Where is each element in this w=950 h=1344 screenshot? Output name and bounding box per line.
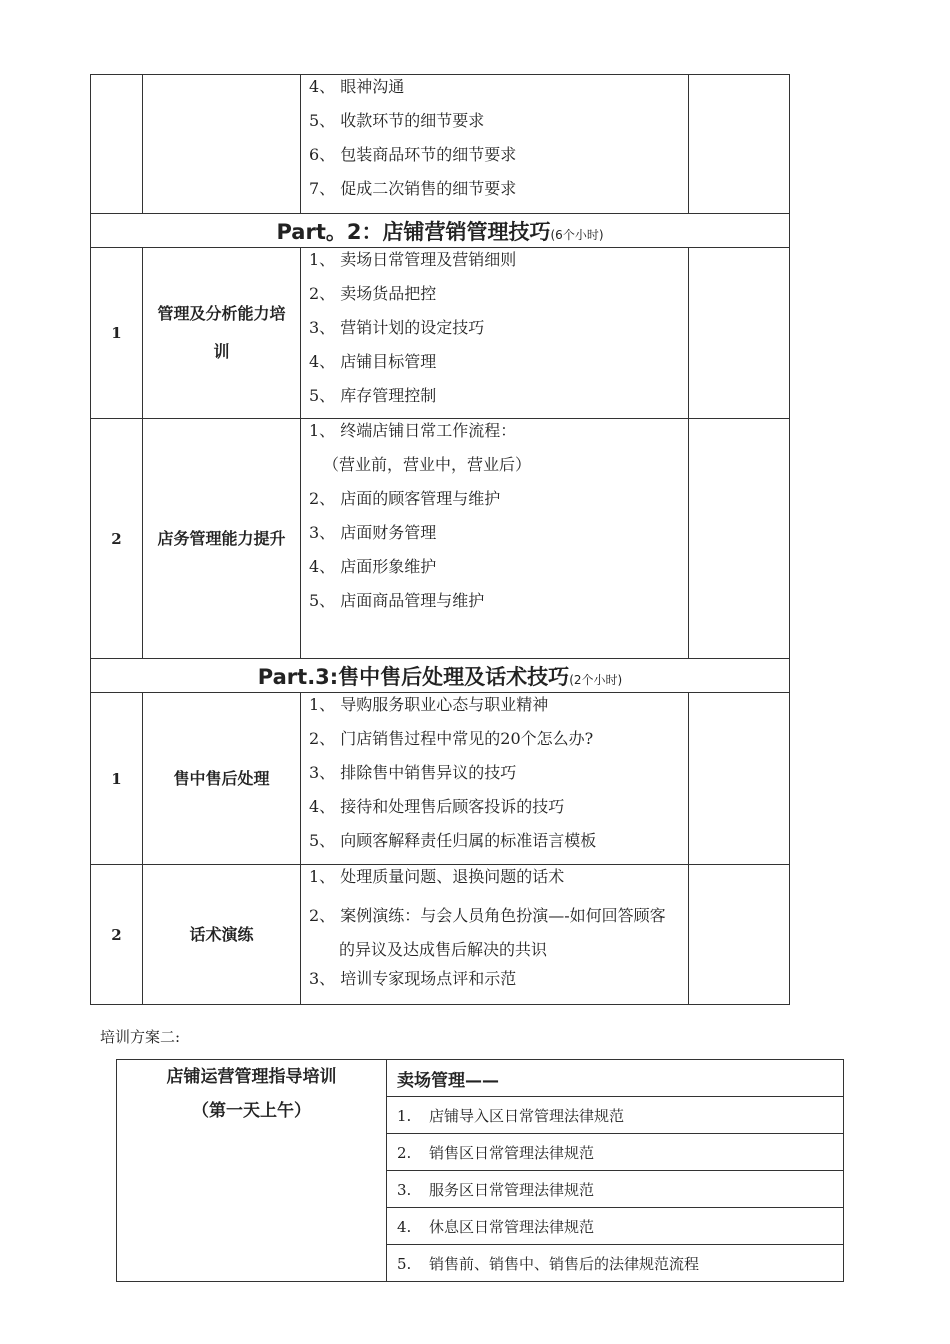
row-number: 1 bbox=[91, 248, 143, 419]
course-session: （第一天上午） bbox=[192, 1101, 311, 1121]
list-item: 3、 店面财务管理 bbox=[309, 523, 437, 542]
course-title: 店铺运营管理指导培训 bbox=[166, 1067, 337, 1087]
topic-cell: 管理及分析能力培训 bbox=[143, 248, 301, 419]
list-item: 2. 销售区日常管理法律规范 bbox=[387, 1134, 844, 1171]
list-item: 3、 营销计划的设定技巧 bbox=[309, 318, 485, 337]
list-item: 2、 案例演练：与会人员角色扮演—-如何回答顾客的异议及达成售后解决的共识 bbox=[309, 906, 666, 959]
course-title-cell bbox=[117, 1060, 387, 1282]
items-cell bbox=[301, 865, 689, 1005]
part2-header bbox=[91, 214, 790, 248]
topic-cell: 店务管理能力提升 bbox=[143, 419, 301, 659]
note-cell bbox=[689, 75, 790, 214]
items-cell bbox=[301, 248, 689, 419]
list-item: 7、 促成二次销售的细节要求 bbox=[309, 179, 517, 198]
list-item: 2、 门店销售过程中常见的20个怎么办? bbox=[309, 729, 594, 748]
list-item: （营业前，营业中，营业后） bbox=[323, 455, 532, 474]
note-cell bbox=[689, 419, 790, 659]
list-item: 1、 导购服务职业心态与职业精神 bbox=[309, 695, 549, 714]
list-item: 1. 店铺导入区日常管理法律规范 bbox=[387, 1097, 844, 1134]
cont-num-cell bbox=[91, 75, 143, 214]
list-item: 3、 排除售中销售异议的技巧 bbox=[309, 763, 517, 782]
section-heading: 卖场管理—— bbox=[387, 1060, 844, 1097]
plan-two-caption: 培训方案二: bbox=[100, 1028, 181, 1046]
list-item: 4. 休息区日常管理法律规范 bbox=[387, 1208, 844, 1245]
list-item: 6、 包装商品环节的细节要求 bbox=[309, 145, 517, 164]
training-table-2 bbox=[116, 1059, 844, 1282]
list-item: 4、 店铺目标管理 bbox=[309, 352, 437, 371]
part2-title: Part。2：店铺营销管理技巧 bbox=[276, 219, 551, 244]
row-number: 2 bbox=[91, 419, 143, 659]
list-item: 5、 收款环节的细节要求 bbox=[309, 111, 485, 130]
row-number: 1 bbox=[91, 693, 143, 865]
cont-items-cell bbox=[301, 75, 689, 214]
list-item: 5、 店面商品管理与维护 bbox=[309, 591, 485, 610]
list-item: 5、 向顾客解释责任归属的标准语言模板 bbox=[309, 831, 597, 850]
row-number: 2 bbox=[91, 865, 143, 1005]
list-item: 1、 卖场日常管理及营销细则 bbox=[309, 250, 517, 269]
note-cell bbox=[689, 693, 790, 865]
list-item: 2、 店面的顾客管理与维护 bbox=[309, 489, 501, 508]
list-item: 3、 培训专家现场点评和示范 bbox=[309, 969, 517, 988]
list-item: 1、 终端店铺日常工作流程： bbox=[309, 421, 517, 440]
items-cell bbox=[301, 419, 689, 659]
topic-cell: 话术演练 bbox=[143, 865, 301, 1005]
list-item: 5、 库存管理控制 bbox=[309, 386, 437, 405]
list-item: 1、 处理质量问题、退换问题的话术 bbox=[309, 867, 565, 886]
list-item: 4、 店面形象维护 bbox=[309, 557, 437, 576]
part3-title: Part.3:售中售后处理及话术技巧 bbox=[257, 664, 570, 689]
cont-topic-cell bbox=[143, 75, 301, 214]
list-item: 4、 接待和处理售后顾客投诉的技巧 bbox=[309, 797, 565, 816]
list-item: 4、 眼神沟通 bbox=[309, 77, 405, 96]
list-item: 2、 卖场货品把控 bbox=[309, 284, 437, 303]
items-cell bbox=[301, 693, 689, 865]
list-item: 5. 销售前、销售中、销售后的法律规范流程 bbox=[387, 1245, 844, 1282]
topic-cell: 售中售后处理 bbox=[143, 693, 301, 865]
training-table-1 bbox=[90, 74, 790, 1005]
part3-header bbox=[91, 659, 790, 693]
part3-hours: (2个小时) bbox=[569, 672, 623, 687]
list-item: 3. 服务区日常管理法律规范 bbox=[387, 1171, 844, 1208]
note-cell bbox=[689, 248, 790, 419]
note-cell bbox=[689, 865, 790, 1005]
part2-hours: (6个小时) bbox=[550, 227, 604, 242]
